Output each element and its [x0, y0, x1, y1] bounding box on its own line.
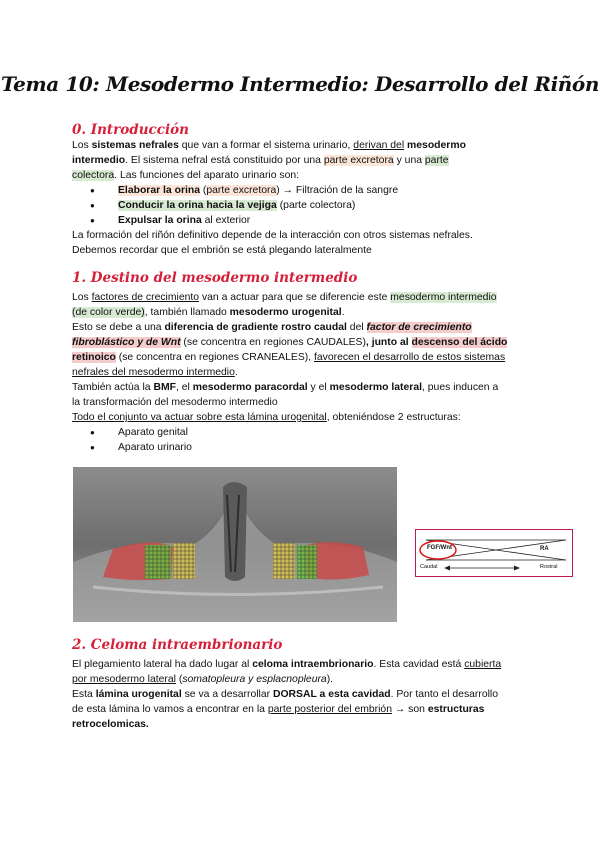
gradient-diagram	[415, 529, 573, 577]
s0-line-5: Debemos recordar que el embrión se está plegando lateralmente	[72, 245, 372, 256]
s1-bullet-1: ● Aparato genital	[72, 425, 542, 440]
s1-line-4: fibroblástico y de Wnt (se concentra en regiones CAUDALES), junto al descenso del ácido	[72, 337, 508, 348]
s2-line-1: El plegamiento lateral ha dado lugar al celoma intraembrionario. Esta cavidad está cubierta	[72, 659, 502, 670]
s1-line-6: nefrales del mesodermo intermedio.	[72, 367, 238, 378]
s1-line-8: la transformación del mesodermo intermedio	[72, 397, 278, 408]
gradient-left-label: FGF/Wnt	[427, 545, 452, 551]
s1-line-1: Los factores de crecimiento van a actuar para que se diferencie este mesodermo intermedio	[72, 292, 497, 303]
s1-bullet-2: ● Aparato urinario	[72, 440, 542, 455]
s2-line-2: por mesodermo lateral (somatopleura y esplacnopleura).	[72, 674, 334, 685]
section-0-heading: 0. Introducción	[72, 122, 189, 138]
s1-line-7: También actúa la BMF, el mesodermo paracordal y el mesodermo lateral, pues inducen a	[72, 382, 499, 393]
s0-bullet-3: ● Expulsar la orina al exterior	[72, 213, 542, 228]
s0-line-3: colectora. Las funciones del aparato urinario son:	[72, 170, 300, 181]
s0-bullet-2: ● Conducir la orina hacia la vejiga (parte colectora)	[72, 198, 542, 213]
s1-line-9: Todo el conjunto va actuar sobre esta lámina urogenital, obteniéndose 2 estructuras:	[72, 412, 461, 423]
s2-line-5: retrocelomicas.	[72, 719, 149, 730]
page-title: Tema 10: Mesodermo Intermedio: Desarrollo del Riñón	[0, 72, 599, 96]
section-0-body	[72, 138, 542, 258]
section-1-body	[72, 290, 542, 455]
rostral-label: Rostral	[540, 564, 558, 570]
s0-line-1: Los sistemas nefrales que van a formar el sistema urinario, derivan del mesodermo	[72, 140, 466, 151]
caudal-label: Caudal	[420, 564, 438, 570]
embryo-micrograph	[73, 467, 397, 622]
section-1-heading: 1. Destino del mesodermo intermedio	[72, 270, 358, 286]
s0-line-4: La formación del riñón definitivo depende de la interacción con otros sistemas nefrales.	[72, 230, 473, 241]
s0-line-2: intermedio. El sistema nefral está constituido por una parte excretora y una parte	[72, 155, 449, 166]
section-2-body	[72, 657, 542, 732]
s1-line-2: (de color verde), también llamado mesodermo urogenital.	[72, 307, 345, 318]
s2-line-4: de esta lámina lo vamos a encontrar en la parte posterior del embrión → son estructuras	[72, 704, 485, 715]
section-2-heading: 2. Celoma intraembrionario	[72, 637, 283, 653]
s1-line-5: retinoico (se concentra en regiones CRANEALES), favorecen el desarrollo de estos sistemas	[72, 352, 506, 363]
gradient-right-label: RA	[540, 546, 549, 552]
s1-line-3: Esto se debe a una diferencia de gradiente rostro caudal del factor de crecimiento	[72, 322, 472, 333]
s0-bullet-1: ● Elaborar la orina (parte excretora) → Filtración de la sangre	[72, 183, 542, 198]
s2-line-3: Esta lámina urogenital se va a desarrollar DORSAL a esta cavidad. Por tanto el desarrollo	[72, 689, 499, 700]
